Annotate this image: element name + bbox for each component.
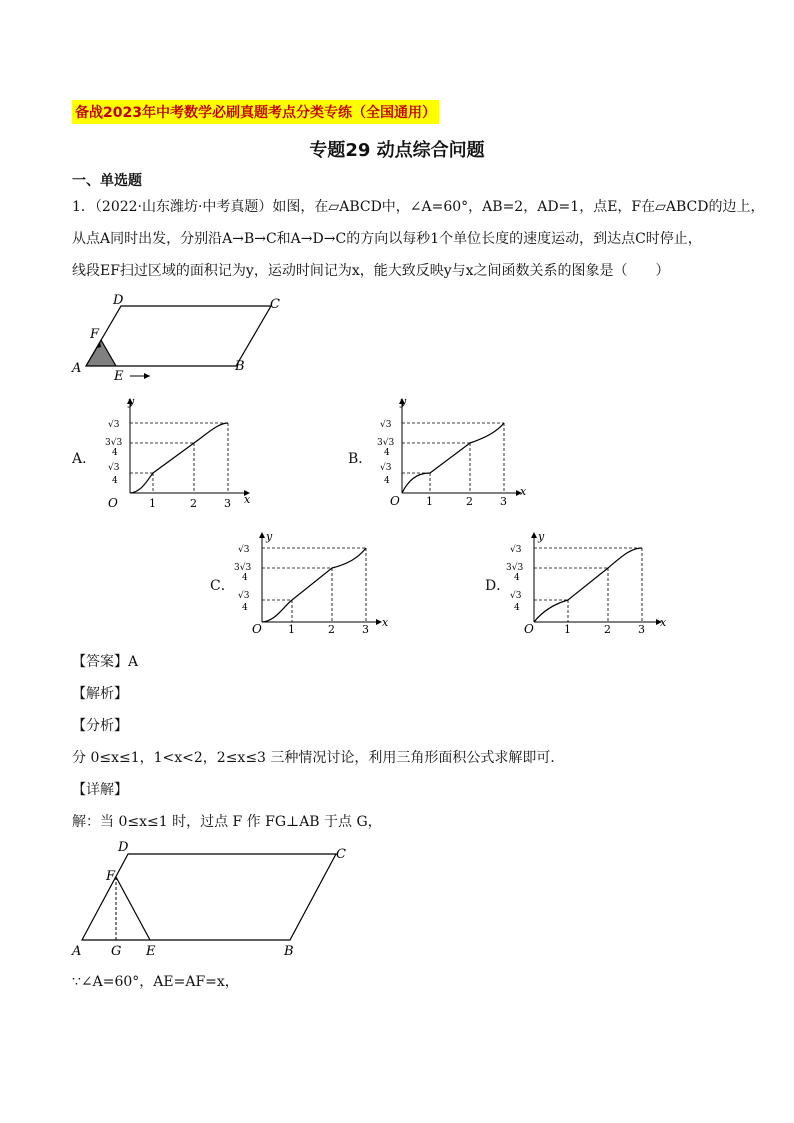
last-line: ∵∠A=60°，AE=AF=x，	[72, 974, 239, 990]
svg-text:2: 2	[190, 497, 197, 510]
option-b-label[interactable]: B．	[348, 451, 373, 467]
label-a: A	[72, 361, 82, 376]
svg-text:√3: √3	[108, 420, 120, 430]
svg-text:y: y	[538, 530, 545, 543]
question-line-3: 线段EF扫过区域的面积记为y，运动时间记为x，能大致反映y与x之间函数关系的图象是（ ）	[72, 263, 670, 279]
parallelogram-abcd	[86, 306, 271, 366]
option-a-label[interactable]: A．	[72, 451, 97, 467]
label-f2: F	[106, 869, 116, 884]
svg-text:4: 4	[514, 603, 520, 613]
question-line-2: 从点A同时出发，分别沿A→B→C和A→D→C的方向以每秒1个单位长度的速度运动，到达点C时停止，	[72, 231, 702, 247]
label-g2: G	[111, 944, 122, 959]
option-c-label[interactable]: C．	[210, 578, 235, 594]
shaded-triangle	[86, 340, 116, 366]
analysis-heading: 【解析】	[72, 686, 128, 702]
label-d: D	[113, 293, 124, 308]
label-b: B	[235, 359, 245, 374]
svg-text:4: 4	[514, 573, 520, 583]
svg-text:3: 3	[638, 623, 645, 636]
option-d-graph[interactable]	[502, 530, 672, 640]
label-c: C	[270, 297, 280, 312]
svg-text:√3: √3	[380, 463, 392, 473]
svg-text:4: 4	[242, 603, 248, 613]
svg-text:y: y	[400, 395, 407, 408]
xiangjie-heading: 【详解】	[72, 782, 128, 798]
option-d-label[interactable]: D．	[485, 578, 511, 594]
svg-text:x: x	[660, 616, 667, 629]
svg-text:4: 4	[112, 448, 118, 458]
svg-text:4: 4	[384, 448, 390, 458]
svg-text:y: y	[266, 530, 273, 543]
solution-line: 解：当 0≤x≤1 时，过点 F 作 FG⊥AB 于点 G，	[72, 814, 382, 830]
label-e: E	[114, 369, 124, 384]
question-line-1: 1．（2022·山东潍坊·中考真题）如图，在▱ABCD中，∠A=60°，AB=2，AD=1，点E，F在▱ABCD的边上，	[72, 199, 765, 215]
svg-text:3: 3	[224, 497, 231, 510]
segment-fe	[116, 877, 150, 940]
figure-solution	[66, 838, 366, 963]
svg-text:3√3: 3√3	[234, 563, 252, 573]
svg-text:x: x	[520, 485, 527, 498]
label-a2: A	[72, 944, 82, 959]
svg-text:O: O	[390, 494, 400, 508]
option-a-graph[interactable]	[98, 395, 258, 510]
svg-text:√3: √3	[510, 591, 522, 601]
svg-text:y: y	[128, 395, 135, 408]
svg-text:2: 2	[604, 623, 611, 636]
label-d2: D	[118, 840, 129, 855]
svg-text:4: 4	[384, 476, 390, 486]
svg-text:3: 3	[362, 623, 369, 636]
curve-a	[130, 423, 228, 493]
section-heading: 一、单选题	[72, 173, 142, 189]
svg-text:√3: √3	[510, 545, 522, 555]
label-c2: C	[336, 847, 346, 862]
label-e2: E	[146, 944, 156, 959]
svg-text:4: 4	[112, 476, 118, 486]
series-banner: 备战2023年中考数学必刷真题考点分类专练（全国通用）	[72, 100, 439, 124]
svg-text:1: 1	[288, 623, 295, 636]
page-title: 专题29 动点综合问题	[309, 140, 485, 161]
fenxi-heading: 【分析】	[72, 718, 128, 734]
svg-text:√3: √3	[380, 420, 392, 430]
svg-text:1: 1	[564, 623, 571, 636]
option-b-graph[interactable]	[370, 395, 535, 510]
svg-text:1: 1	[149, 497, 156, 510]
parallelogram-abcd-2	[82, 854, 336, 940]
svg-text:O: O	[252, 622, 262, 636]
svg-text:2: 2	[328, 623, 335, 636]
curve-c	[262, 548, 366, 622]
svg-text:O: O	[524, 622, 534, 636]
svg-text:2: 2	[466, 495, 473, 508]
figure-parallelogram	[66, 290, 296, 385]
label-b2: B	[284, 944, 294, 959]
svg-text:O: O	[108, 496, 118, 510]
option-c-graph[interactable]	[230, 530, 395, 640]
svg-text:3√3: 3√3	[506, 563, 524, 573]
svg-text:x: x	[382, 616, 389, 629]
curve-d	[534, 548, 642, 622]
svg-text:1: 1	[426, 495, 433, 508]
svg-text:3: 3	[500, 495, 507, 508]
label-f: F	[90, 327, 100, 342]
fenxi-text: 分 0≤x≤1，1<x<2，2≤x≤3 三种情况讨论，利用三角形面积公式求解即可．	[72, 750, 565, 766]
svg-text:3√3: 3√3	[377, 438, 395, 448]
svg-text:√3: √3	[108, 463, 120, 473]
curve-b	[402, 423, 504, 493]
svg-text:x: x	[244, 493, 251, 506]
svg-text:3√3: 3√3	[105, 438, 123, 448]
svg-text:4: 4	[242, 573, 248, 583]
svg-text:√3: √3	[238, 591, 250, 601]
answer-line: 【答案】A	[72, 654, 139, 670]
svg-text:√3: √3	[238, 545, 250, 555]
